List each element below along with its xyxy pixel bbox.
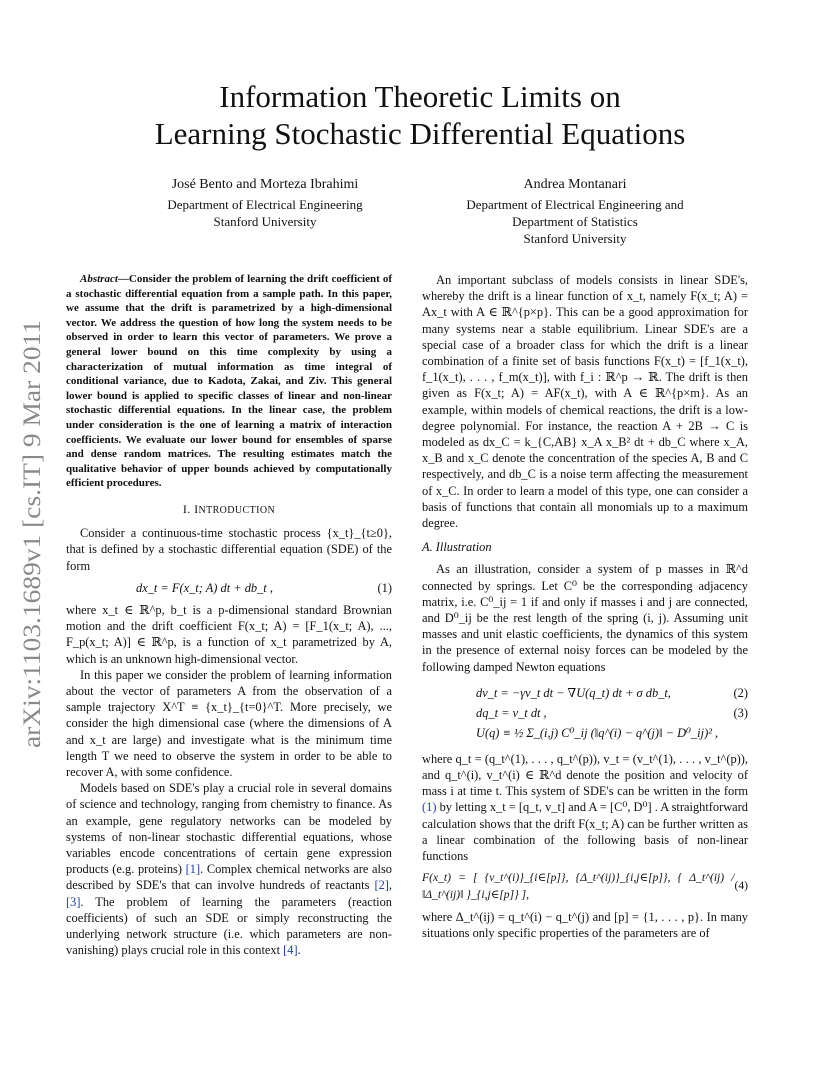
equation-block-2-3 [476,683,748,743]
citation-link[interactable]: [3] [66,894,81,909]
section-numeral: I. [182,501,191,516]
right-column [422,272,748,941]
abstract-label: Abstract [80,273,118,285]
title-line-1: Information Theoretic Limits on [219,79,621,114]
subsection-heading: A. Illustration [422,540,492,555]
left-column [66,272,392,958]
equation-number: (3) [733,705,748,720]
author-affiliation: Stanford University [213,214,317,229]
paragraph: Consider a continuous-time stochastic process {x_t}_{t≥0}, that is defined by a stochastic differential equation (SDE) of the form [66,526,392,573]
paper-title [90,78,750,152]
paragraph-text: where q_t = (q_t^(1), . . . , q_t^(p)), v_t = (v_t^(1), . . . , v_t^(p)), and q_t^(i), v_t^(i) ∈ ℝ^d denote the position and velocity of mass i at time t. This system of SDE's can be written in the form [422,751,748,799]
equation-body: F(x_t) = [ {v_t^(i)}_{i∈[p]}, {Δ_t^(ij)}_{i,j∈[p]}, { Δ_t^(ij) / ‖Δ_t^(ij)‖ }_{i,j∈[p]} ], [422,871,735,901]
paragraph: Models based on SDE's play a crucial role in several domains of science and technology, ranging from chemistry to finance. As an example, gene regulatory networks can be modeled by systems of non-linear stochastic differential equations, whose variables encode concentrations of certain gene expression products (e.g. proteins) [1]. Complex chemical networks are also described by SDE's that can involve hundreds of reactants [2], [3]. The problem of learning the parameters (reaction coefficients) of such an SDE or simply reconstructing the underlying network structure (i.e. which parameters are non-vanishing) plays crucial role in this context [4]. [66,781,393,958]
paragraph: where x_t ∈ ℝ^p, b_t is a p-dimensional standard Brownian motion and the drift coefficient F(x_t; A) = [F_1(x_t; A), ..., F_p(x_t; A)] ∈ ℝ^p, is a function of x_t parametrized by A, which is an unknown high-dimensional vector. [66,602,392,666]
equation-number: (2) [733,685,748,700]
equation-body: dq_t = v_t dt , [476,705,547,720]
author-affiliation: Department of Electrical Engineering [167,197,363,212]
equation-2 [476,683,748,703]
paragraph-text: . The problem of learning the parameters (reaction coefficients) of such an SDE or simply reconstructing the underlying network structure (i.e. which parameters are non-vanishing) plays crucial role in this context [66,894,392,958]
citation-link[interactable]: [2] [374,878,389,893]
equation-body: dv_t = −γv_t dt − ∇U(q_t) dt + σ db_t, [476,685,671,700]
citation-link[interactable]: [4] [283,943,298,958]
author-affiliation: Stanford University [523,231,627,246]
equation-1 [66,580,392,596]
paragraph: An important subclass of models consists in linear SDE's, whereby the drift is a linear function of x_t, namely F(x_t; A) = Ax_t with A ∈ ℝ^{p×p}. This can be a good approximation for many systems near a stable equilibrium. Linear SDE's are a special case of a broader class for which the drift is a linear combination of a finite set of basis functions F(x_t) = [f_1(x_t), f_1(x_t), . . . , f_m(x_t)], with f_i : ℝ^p → ℝ. The drift is then given as F(x_t; A) = AF(x_t), with A ∈ ℝ^{p×m}. As an example, within models of chemical reactions, the drift is a low-degree polynomial. For instance, the reaction A + 2B → C is modeled as dx_C = k_{C,AB} x_A x_B² dt + db_C where x_A, x_B and x_C denote the concentration of the species A, B and C respectively, and db_C is a noise term affecting the measurement of x_C. In order to learn a model of this type, one can consider a basis of functions that contain all monomials up to a maximum degree. [422,273,748,531]
section-heading [66,501,392,519]
paragraph [422,751,748,864]
citation-link[interactable]: [1] [185,862,201,877]
author-affiliation: Department of Electrical Engineering and [466,197,684,212]
author-block-1 [130,176,400,230]
paragraph-text: Models based on SDE's play a crucial role in several domains of science and technology, ranging from chemistry to finance. As an example, gene regulatory networks can be modeled by systems of non-linear stochastic differential equations, whose variables encode concentrations of certain gene expression products (e.g. proteins) [66,781,392,877]
section-title-rest: NTRODUCTION [198,504,276,516]
equation-body: U(q) ≡ ½ Σ_(i,j) C⁰_ij (‖q^(i) − q^(j)‖ − D⁰_ij)² , [476,725,719,740]
equation-4 [422,870,748,902]
paragraph: In this paper we consider the problem of learning information about the vector of parameters A from the observation of a sample trajectory X^T ≡ {x_t}_{t=0}^T. More precisely, we consider the high dimensional case (where the dimensions of A and x_t are large) and investigate what is the minimum time length T we need to observe the system in order to be able to recover A, with some confidence. [66,667,392,779]
equation-3 [476,703,748,723]
paragraph: where Δ_t^(ij) = q_t^(i) − q_t^(j) and [p] = {1, . . . , p}. In many situations only specific properties of the parameters are of [422,909,748,940]
title-line-2: Learning Stochastic Differential Equations [154,116,686,151]
author-names: José Bento and Morteza Ibrahimi [171,177,359,192]
equation-number: (1) [377,580,392,595]
paragraph-text: by letting x_t = [q_t, v_t] and A = [C⁰, D⁰] . A straightforward calculation shows that the drift F(x_t; A) can be further written as a linear combination of the following basis of non-linear functions [422,800,748,864]
paragraph-text: . [297,943,301,958]
arxiv-stamp-text: arXiv:1103.1689v1 [cs.IT] 9 Mar 2011 [19,358,46,748]
abstract [66,272,392,491]
equation-reference-link[interactable]: (1) [422,800,437,815]
author-names: Andrea Montanari [523,177,627,192]
arxiv-stamp [10,312,50,752]
equation-number: (4) [734,879,748,893]
section-title-initial: I [194,501,199,516]
paragraph: As an illustration, consider a system of p masses in ℝ^d connected by springs. Let C⁰ be the corresponding adjacency matrix, i.e. C⁰_ij = 1 if and only if masses i and j are connected, and D⁰_ij be the rest length of the spring (i, j). Assuming unit masses and unit elastic coefficients, the dynamics of this system in the presence of external noisy forces can be modeled by the following damped Newton equations [422,562,748,674]
abstract-text: —Consider the problem of learning the drift coefficient of a stochastic differential equation from a sample path. In this paper, we assume that the drift is parametrized by a high-dimensional vector. We address the question of how long the system needs to be observed in order to learn this vector of parameters. We prove a general lower bound on this time complexity by using a characterization of mutual information as time integral of conditional variance, due to Kadota, Zakai, and Ziv. This general lower bound is applied to specific classes of linear and non-linear stochastic differential equations. In the linear case, the problem under consideration is the one of learning a matrix of interaction coefficients. We evaluate our lower bound for ensembles of sparse and dense random matrices. The resulting estimates match the qualitative behavior of upper bounds achieved by computationally efficient procedures. [66,273,392,490]
paragraph-text: . Complex chemical networks are also described by SDE's that can involve hundreds of reactants [66,862,393,893]
author-affiliation: Department of Statistics [512,214,638,229]
equation-body: dx_t = F(x_t; A) dt + db_t , [136,580,273,595]
equation-potential [476,723,748,743]
author-block-2 [430,176,720,247]
